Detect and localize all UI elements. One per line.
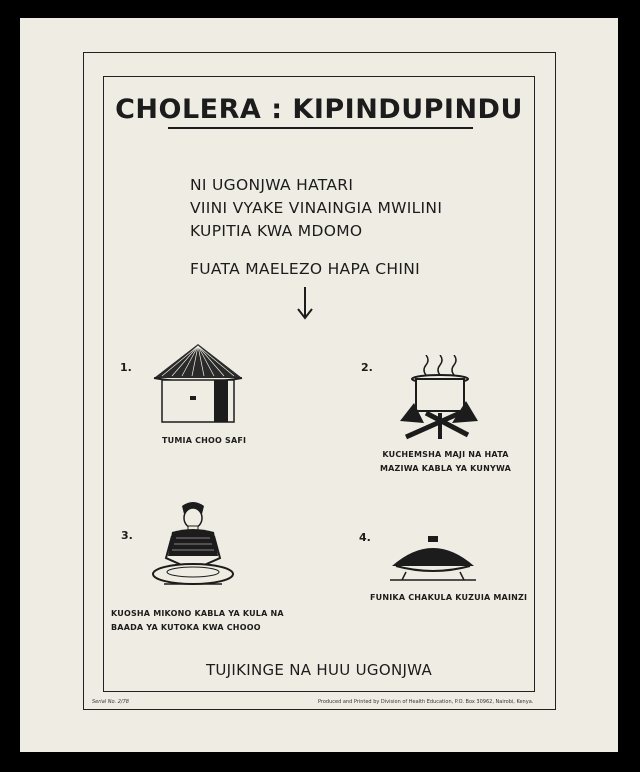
follow-instructions: FUATA MAELEZO HAPA CHINI xyxy=(190,260,420,278)
caption-line: KUCHEMSHA MAJI NA HATA xyxy=(382,450,509,459)
covered-dish-icon xyxy=(388,534,478,584)
hut-latrine-icon xyxy=(150,340,246,426)
step-number: 4. xyxy=(359,531,371,544)
intro-line: VIINI VYAKE VINAINGIA MWILINI xyxy=(190,199,443,217)
printer-credit: Produced and Printed by Division of Health Education, P.O. Box 30962, Nairobi, Kenya. xyxy=(318,699,534,705)
poster-title: CHOLERA : KIPINDUPINDU xyxy=(115,94,523,125)
step-caption: FUNIKA CHAKULA KUZUIA MAINZI xyxy=(370,593,528,602)
step-caption: TUMIA CHOO SAFI xyxy=(162,436,247,445)
serial-number: Serial No. 2/78 xyxy=(92,699,129,705)
caption-line: KUOSHA MIKONO KABLA YA KULA NA xyxy=(111,609,284,618)
handwashing-woman-icon xyxy=(150,496,236,594)
arrow-down-icon xyxy=(295,285,315,321)
intro-line: KUPITIA KWA MDOMO xyxy=(190,222,363,240)
caption-line: BAADA YA KUTOKA KWA CHOOO xyxy=(111,623,261,632)
intro-line: NI UGONJWA HATARI xyxy=(190,176,354,194)
step-caption xyxy=(111,607,284,635)
step-caption xyxy=(380,448,511,476)
step-number: 3. xyxy=(121,529,133,542)
step-number: 1. xyxy=(120,361,132,374)
boiling-pot-icon xyxy=(396,355,482,443)
intro-text xyxy=(190,174,442,243)
step-number: 2. xyxy=(361,361,373,374)
title-underline xyxy=(168,127,473,129)
caption-line: MAZIWA KABLA YA KUNYWA xyxy=(380,464,512,473)
poster-slogan: TUJIKINGE NA HUU UGONJWA xyxy=(205,661,433,679)
